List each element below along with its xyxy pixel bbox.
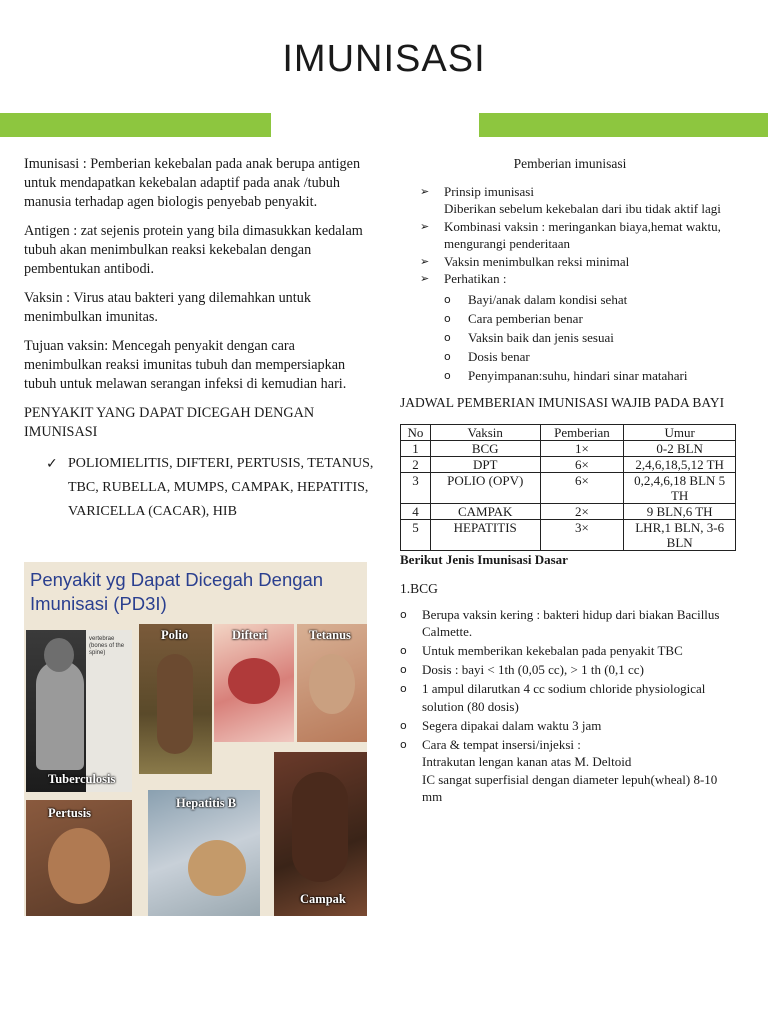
arrow-bullet-icon: ➢	[420, 254, 430, 268]
child-head	[44, 638, 74, 672]
circle-bullet-icon: o	[400, 663, 407, 676]
infant-figure	[188, 840, 246, 896]
tetanus-photo	[297, 624, 367, 742]
list-item	[444, 328, 740, 347]
list-item-label: Dosis : bayi < 1th (0,05 cc), > 1 th (0,1 cc)	[422, 662, 644, 677]
campak-caption: Campak	[300, 892, 346, 906]
infant-face	[309, 654, 355, 714]
bcg-heading: 1.BCG	[400, 581, 438, 596]
circle-bullet-icon: o	[444, 330, 451, 344]
circle-bullet-icon: o	[400, 644, 407, 657]
hepatitis-b-photo	[148, 790, 260, 916]
list-item	[400, 717, 740, 735]
list-item	[444, 309, 740, 328]
child-figure	[292, 772, 348, 882]
difteri-caption: Difteri	[232, 628, 268, 642]
list-item-label: Kombinasi vaksin : meringankan biaya,hemat waktu, mengurangi penderitaan	[444, 218, 721, 251]
pd3i-image	[24, 562, 367, 916]
list-item-label: VARICELLA (CACAR), HIB	[68, 504, 237, 519]
arrow-bullet-icon: ➢	[420, 219, 430, 233]
difteri-photo	[214, 624, 294, 742]
list-item-label: Vaksin baik dan jenis sesuai	[468, 329, 614, 345]
table-cell: 3	[401, 472, 431, 503]
tetanus-caption: Tetanus	[309, 628, 351, 642]
list-item	[420, 270, 740, 288]
list-item-label: Penyimpanan:suhu, hindari sinar matahari	[468, 367, 688, 383]
tuberculosis-photo	[26, 630, 132, 792]
list-item	[420, 183, 740, 218]
table-cell: 5	[401, 519, 431, 550]
circle-bullet-icon: o	[400, 607, 407, 621]
table-cell: 1×	[540, 440, 624, 456]
list-item-label: Berupa vaksin kering : bakteri hidup dari biakan Bacillus Calmette.	[422, 606, 720, 639]
pertusis-photo	[26, 800, 132, 916]
table-cell: HEPATITIS	[430, 519, 540, 550]
column-header-pemberian: Pemberian	[540, 424, 624, 440]
page-title: IMUNISASI	[282, 38, 486, 80]
list-item	[420, 253, 740, 271]
table-cell: BCG	[430, 440, 540, 456]
accent-bar-right	[479, 113, 768, 137]
right-column	[400, 155, 740, 807]
list-item-label: Perhatikan :	[444, 271, 507, 286]
circle-bullet-icon: o	[444, 292, 451, 306]
check-icon: ✓	[46, 456, 58, 472]
circle-bullet-icon: o	[400, 737, 407, 751]
table-cell: DPT	[430, 456, 540, 472]
list-item	[420, 218, 740, 253]
table-cell: 1	[401, 440, 431, 456]
column-header-no: No	[401, 424, 431, 440]
table-cell: 9 BLN,6 TH	[624, 503, 736, 519]
list-item	[400, 680, 740, 715]
tuberculosis-caption: Tuberculosis	[48, 772, 116, 786]
jadwal-table	[400, 424, 736, 551]
circle-bullet-icon: o	[444, 311, 451, 325]
imunisasi-dasar-heading: Berikut Jenis Imunisasi Dasar	[400, 551, 568, 567]
circle-bullet-icon: o	[444, 368, 451, 382]
table-cell: 0,2,4,6,18 BLN 5 TH	[624, 472, 736, 503]
list-item	[400, 661, 740, 679]
circle-bullet-icon: o	[444, 349, 451, 363]
list-item-label: 1 ampul dilarutkan 4 cc sodium chloride physiological solution (80 dosis)	[422, 681, 706, 714]
arrow-bullet-icon: ➢	[420, 184, 430, 198]
diseases-list	[24, 452, 374, 524]
table-header-row	[401, 424, 736, 440]
table-cell: 2,4,6,18,5,12 TH	[624, 456, 736, 472]
column-header-vaksin: Vaksin	[430, 424, 540, 440]
definition-tujuan: Tujuan vaksin: Mencegah penyakit dengan cara menimbulkan reaksi imunitas tubuh dan mempersiapkan tubuh untuk melawan serangan infeksi di kemudian hari.	[24, 338, 347, 392]
pemberian-heading: Pemberian imunisasi	[513, 156, 627, 171]
list-item-label: Cara pemberian benar	[468, 310, 583, 326]
left-column	[24, 155, 374, 524]
list-item-label: Cara & tempat insersi/injeksi :	[422, 736, 581, 752]
definition-antigen: Antigen : zat sejenis protein yang bila dimasukkan kedalam tubuh akan menimbulkan reaksi kekebalan dengan pembentukan antibodi.	[24, 223, 363, 277]
list-item	[400, 736, 740, 806]
list-item-detail: Diberikan sebelum kekebalan dari ibu tidak aktif lagi	[444, 201, 721, 216]
list-item-label: Vaksin menimbulkan reksi minimal	[444, 253, 630, 269]
list-item-label: Segera dipakai dalam waktu 3 jam	[422, 717, 602, 733]
bcg-list	[400, 606, 740, 806]
child-figure	[36, 660, 84, 770]
pertusis-caption: Pertusis	[48, 806, 92, 820]
table-row	[401, 472, 736, 503]
list-item-label: Bayi/anak dalam kondisi sehat	[468, 291, 628, 307]
circle-bullet-icon: o	[400, 682, 407, 695]
child-face	[48, 828, 110, 904]
list-item	[444, 347, 740, 366]
list-item-label: Prinsip imunisasi	[444, 183, 534, 199]
campak-photo	[274, 752, 367, 916]
table-cell: 2×	[540, 503, 624, 519]
diseases-heading: PENYAKIT YANG DAPAT DICEGAH DENGAN IMUNISASI	[24, 405, 315, 440]
list-item	[444, 366, 740, 385]
list-item	[46, 500, 374, 524]
jadwal-heading: JADWAL PEMBERIAN IMUNISASI WAJIB PADA BAYI	[400, 394, 725, 410]
polio-caption: Polio	[161, 628, 189, 642]
list-item-label: Dosis benar	[468, 348, 530, 364]
perhatikan-list	[400, 290, 740, 385]
list-item-detail: IC sangat superfisial dengan diameter lepuh(wheal) 8-10 mm	[422, 771, 718, 804]
list-item-detail: Intrakutan lengan kanan atas M. Deltoid	[422, 754, 632, 769]
table-cell: CAMPAK	[430, 503, 540, 519]
polio-photo	[139, 624, 212, 774]
list-item-label: POLIOMIELITIS, DIFTERI, PERTUSIS, TETANUS,	[68, 456, 374, 471]
list-item	[400, 642, 740, 660]
accent-bar-left	[0, 113, 271, 137]
pd3i-title: Penyakit yg Dapat Dicegah Dengan Imunisasi (PD3I)	[30, 569, 324, 614]
arrow-bullet-icon: ➢	[420, 272, 430, 285]
table-row	[401, 503, 736, 519]
throat-figure	[228, 658, 280, 704]
list-item-label: TBC, RUBELLA, MUMPS, CAMPAK, HEPATITIS,	[68, 480, 369, 495]
table-row	[401, 440, 736, 456]
table-cell: 3×	[540, 519, 624, 550]
table-cell: 6×	[540, 456, 624, 472]
list-item	[400, 606, 740, 641]
pemberian-list	[400, 183, 740, 288]
table-row	[401, 456, 736, 472]
list-item-label: Untuk memberikan kekebalan pada penyakit TBC	[422, 643, 683, 658]
table-cell: 0-2 BLN	[624, 440, 736, 456]
circle-bullet-icon: o	[400, 718, 407, 732]
table-cell: 4	[401, 503, 431, 519]
vertebrae-label: vertebrae (bones of the spine)	[89, 636, 125, 656]
table-cell: LHR,1 BLN, 3-6 BLN	[624, 519, 736, 550]
list-item	[444, 290, 740, 309]
table-row	[401, 519, 736, 550]
table-cell: POLIO (OPV)	[430, 472, 540, 503]
table-cell: 6×	[540, 472, 624, 503]
hepatitis-b-caption: Hepatitis B	[176, 796, 237, 810]
definition-vaksin: Vaksin : Virus atau bakteri yang dilemahkan untuk menimbulkan imunitas.	[24, 290, 311, 325]
column-header-umur: Umur	[624, 424, 736, 440]
table-cell: 2	[401, 456, 431, 472]
list-item	[46, 452, 374, 476]
child-figure	[157, 654, 193, 754]
definition-imunisasi: Imunisasi : Pemberian kekebalan pada anak berupa antigen untuk mendapatkan kekebalan adaptif pada anak /tubuh manusia terhadap agen biologis penyebab penyakit.	[24, 156, 361, 210]
list-item	[46, 476, 374, 500]
